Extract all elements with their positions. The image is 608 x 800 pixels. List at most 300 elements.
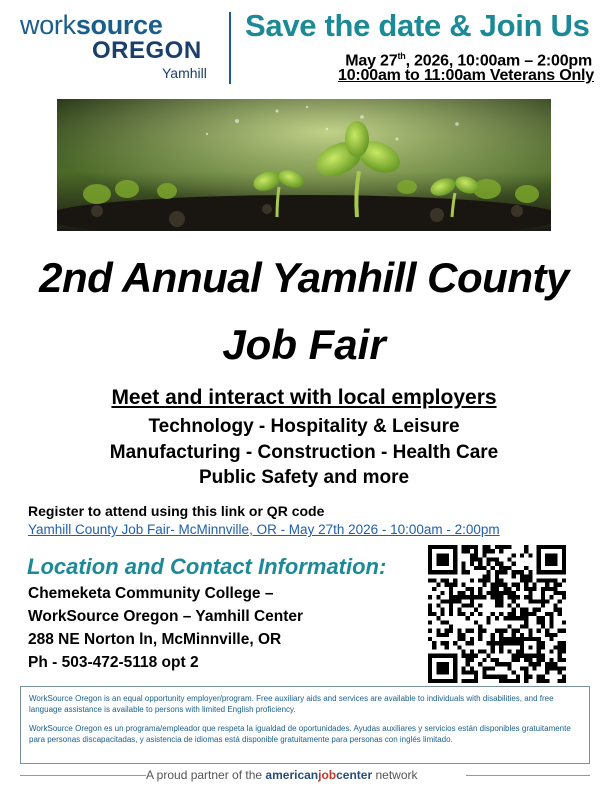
- qr-module: [507, 662, 511, 666]
- qr-module: [466, 658, 470, 662]
- qr-module: [445, 629, 449, 633]
- qr-module: [495, 604, 499, 608]
- qr-module: [528, 629, 532, 633]
- qr-module: [470, 637, 474, 641]
- qr-module: [428, 604, 432, 608]
- qr-module: [553, 578, 557, 582]
- qr-module: [428, 637, 432, 641]
- qr-module: [524, 675, 528, 679]
- qr-module: [512, 641, 516, 645]
- qr-module: [507, 604, 511, 608]
- qr-module: [499, 679, 503, 683]
- qr-module: [461, 666, 465, 670]
- qr-module: [503, 679, 507, 683]
- qr-module: [512, 612, 516, 616]
- qr-module: [520, 612, 524, 616]
- location-address: 288 NE Norton ln, McMinnville, OR: [28, 631, 282, 648]
- partner-center: center: [336, 768, 373, 782]
- qr-module: [470, 612, 474, 616]
- qr-module: [553, 583, 557, 587]
- qr-module: [520, 608, 524, 612]
- qr-module: [457, 645, 461, 649]
- qr-module: [499, 604, 503, 608]
- qr-module: [499, 675, 503, 679]
- qr-module: [453, 662, 457, 666]
- qr-module: [457, 599, 461, 603]
- qr-module: [441, 599, 445, 603]
- qr-module: [461, 545, 465, 549]
- qr-module: [562, 595, 566, 599]
- qr-module: [549, 616, 553, 620]
- qr-module: [487, 641, 491, 645]
- registration-link[interactable]: Yamhill County Job Fair- McMinnville, OR - May 27th 2026 - 10:00am - 2:00pm: [28, 522, 500, 537]
- qr-module: [562, 641, 566, 645]
- qr-module: [558, 670, 562, 674]
- qr-module: [445, 670, 449, 674]
- qr-module: [449, 604, 453, 608]
- qr-module: [482, 574, 486, 578]
- qr-module: [516, 595, 520, 599]
- register-instructions: Register to attend using this link or QR code: [28, 503, 325, 519]
- qr-module: [562, 570, 566, 574]
- qr-module: [545, 583, 549, 587]
- qr-module: [553, 545, 557, 549]
- qr-module: [533, 654, 537, 658]
- veterans-hours: 10:00am to 11:00am Veterans Only: [338, 67, 594, 84]
- qr-module: [512, 629, 516, 633]
- qr-module: [445, 545, 449, 549]
- qr-module: [533, 612, 537, 616]
- qr-module: [541, 654, 545, 658]
- qr-module: [562, 666, 566, 670]
- qr-module: [503, 545, 507, 549]
- qr-module: [537, 608, 541, 612]
- qr-module: [453, 562, 457, 566]
- qr-module: [449, 629, 453, 633]
- qr-module: [528, 654, 532, 658]
- qr-module: [470, 553, 474, 557]
- qr-module: [524, 654, 528, 658]
- qr-module: [441, 578, 445, 582]
- qr-module: [461, 583, 465, 587]
- qr-module: [470, 562, 474, 566]
- qr-module: [503, 629, 507, 633]
- industries-line: Public Safety and more: [198, 467, 410, 488]
- qr-module: [499, 612, 503, 616]
- location-line: Chemeketa Community College –: [28, 585, 274, 602]
- qr-module: [436, 604, 440, 608]
- qr-module: [499, 578, 503, 582]
- disclaimer-spanish: WorkSource Oregon es un programa/empleador que respeta la igualdad de oportunidades. Ayudas auxiliares y servicios están disponibles gratuitamente para personas discapacitadas, y asistencia de idiomas está disponible gratuitamente para personas con inglés limitado.: [29, 724, 571, 744]
- partner-suffix: network: [372, 768, 418, 782]
- qr-module: [491, 591, 495, 595]
- qr-module: [495, 675, 499, 679]
- qr-module: [562, 645, 566, 649]
- qr-module: [453, 578, 457, 582]
- qr-module: [516, 654, 520, 658]
- qr-module: [445, 553, 449, 557]
- qr-module: [549, 662, 553, 666]
- qr-module: [432, 612, 436, 616]
- qr-module: [428, 658, 432, 662]
- qr-module: [558, 654, 562, 658]
- qr-module: [445, 679, 449, 683]
- qr-module: [461, 612, 465, 616]
- qr-module: [512, 562, 516, 566]
- qr-module: [537, 650, 541, 654]
- qr-module: [512, 570, 516, 574]
- qr-module: [478, 624, 482, 628]
- qr-module: [470, 558, 474, 562]
- qr-module: [457, 637, 461, 641]
- qr-module: [428, 558, 432, 562]
- qr-module: [516, 679, 520, 683]
- qr-module: [428, 578, 432, 582]
- qr-module: [524, 595, 528, 599]
- qr-module: [495, 591, 499, 595]
- qr-module: [524, 549, 528, 553]
- qr-module: [558, 591, 562, 595]
- qr-module: [487, 620, 491, 624]
- qr-module: [445, 666, 449, 670]
- qr-module: [507, 595, 511, 599]
- qr-module: [482, 670, 486, 674]
- qr-module: [428, 654, 432, 658]
- qr-module: [520, 616, 524, 620]
- qr-module: [428, 629, 432, 633]
- qr-module: [474, 549, 478, 553]
- qr-module: [453, 641, 457, 645]
- qr-module: [524, 545, 528, 549]
- qr-module: [449, 612, 453, 616]
- qr-module: [541, 604, 545, 608]
- seedling-photo: [57, 99, 551, 231]
- qr-module: [474, 670, 478, 674]
- qr-module: [512, 595, 516, 599]
- qr-module: [474, 620, 478, 624]
- qr-module: [495, 641, 499, 645]
- qr-module: [491, 658, 495, 662]
- qr-module: [537, 553, 541, 557]
- qr-module: [562, 629, 566, 633]
- qr-module: [537, 629, 541, 633]
- qr-module: [537, 645, 541, 649]
- qr-module: [503, 637, 507, 641]
- qr-module: [474, 558, 478, 562]
- qr-module: [457, 608, 461, 612]
- qr-module: [478, 578, 482, 582]
- qr-module: [478, 562, 482, 566]
- qr-module: [507, 566, 511, 570]
- qr-module: [436, 679, 440, 683]
- industries-line: Technology - Hospitality & Leisure: [148, 416, 460, 437]
- qr-module: [528, 578, 532, 582]
- qr-module: [558, 645, 562, 649]
- qr-module: [553, 662, 557, 666]
- qr-module: [487, 549, 491, 553]
- event-date-day: May 27: [345, 52, 398, 70]
- qr-module: [466, 595, 470, 599]
- qr-module: [524, 620, 528, 624]
- logo-source-text: source: [75, 10, 163, 40]
- qr-module: [466, 679, 470, 683]
- qr-module: [470, 599, 474, 603]
- qr-module: [428, 566, 432, 570]
- logo-divider: [229, 12, 231, 84]
- qr-module: [453, 570, 457, 574]
- qr-module: [474, 654, 478, 658]
- partner-job: job: [318, 768, 337, 782]
- qr-module: [466, 604, 470, 608]
- qr-module: [545, 612, 549, 616]
- qr-module: [487, 666, 491, 670]
- qr-module: [549, 650, 553, 654]
- qr-module: [495, 545, 499, 549]
- qr-module: [474, 608, 478, 612]
- qr-module: [428, 549, 432, 553]
- qr-module: [436, 595, 440, 599]
- qr-module: [436, 654, 440, 658]
- qr-module: [499, 633, 503, 637]
- qr-module: [449, 679, 453, 683]
- eeo-disclaimer: [20, 686, 590, 764]
- qr-module: [562, 650, 566, 654]
- qr-module: [478, 612, 482, 616]
- qr-module: [562, 566, 566, 570]
- qr-module: [461, 650, 465, 654]
- qr-module: [495, 595, 499, 599]
- qr-module: [466, 641, 470, 645]
- qr-module: [545, 662, 549, 666]
- qr-module: [503, 570, 507, 574]
- qr-module: [549, 658, 553, 662]
- qr-module: [453, 583, 457, 587]
- qr-module: [507, 650, 511, 654]
- qr-module: [553, 570, 557, 574]
- qr-module: [512, 599, 516, 603]
- qr-module: [457, 612, 461, 616]
- qr-module: [533, 608, 537, 612]
- qr-module: [512, 616, 516, 620]
- qr-module: [436, 570, 440, 574]
- qr-module: [503, 583, 507, 587]
- qr-module: [491, 612, 495, 616]
- qr-module: [449, 608, 453, 612]
- qr-module: [495, 583, 499, 587]
- qr-module: [432, 570, 436, 574]
- qr-module: [470, 545, 474, 549]
- qr-module: [449, 624, 453, 628]
- qr-module: [491, 650, 495, 654]
- qr-module: [436, 583, 440, 587]
- qr-module: [432, 679, 436, 683]
- qr-module: [512, 633, 516, 637]
- qr-module: [541, 624, 545, 628]
- qr-module: [491, 645, 495, 649]
- qr-module: [520, 666, 524, 670]
- qr-module: [537, 662, 541, 666]
- qr-module: [441, 662, 445, 666]
- qr-module: [482, 629, 486, 633]
- qr-module: [524, 578, 528, 582]
- qr-module: [428, 679, 432, 683]
- qr-module: [428, 595, 432, 599]
- qr-module: [466, 662, 470, 666]
- qr-module: [441, 670, 445, 674]
- qr-module: [524, 566, 528, 570]
- qr-module: [528, 645, 532, 649]
- qr-module: [516, 604, 520, 608]
- qr-module: [445, 662, 449, 666]
- qr-module: [537, 620, 541, 624]
- qr-module: [474, 595, 478, 599]
- qr-module: [533, 587, 537, 591]
- qr-module: [453, 595, 457, 599]
- qr-module: [499, 566, 503, 570]
- qr-module: [507, 624, 511, 628]
- qr-module: [512, 670, 516, 674]
- qr-module: [482, 553, 486, 557]
- qr-module: [478, 629, 482, 633]
- qr-module: [466, 629, 470, 633]
- qr-module: [461, 570, 465, 574]
- qr-module: [470, 666, 474, 670]
- qr-module: [541, 591, 545, 595]
- qr-module: [436, 558, 440, 562]
- qr-module: [478, 587, 482, 591]
- qr-module: [453, 658, 457, 662]
- qr-module: [524, 658, 528, 662]
- qr-module: [495, 616, 499, 620]
- qr-module: [461, 566, 465, 570]
- qr-module: [507, 679, 511, 683]
- qr-module: [558, 658, 562, 662]
- location-line: WorkSource Oregon – Yamhill Center: [28, 608, 304, 625]
- qr-module: [512, 679, 516, 683]
- qr-module: [528, 637, 532, 641]
- qr-module: [512, 658, 516, 662]
- qr-module: [453, 670, 457, 674]
- qr-module: [549, 558, 553, 562]
- partner-american: american: [265, 768, 319, 782]
- industries-line: Manufacturing - Construction - Health Care: [109, 442, 499, 463]
- qr-module: [453, 553, 457, 557]
- qr-module: [449, 599, 453, 603]
- qr-module: [553, 553, 557, 557]
- qr-module: [474, 566, 478, 570]
- qr-module: [524, 612, 528, 616]
- qr-module: [453, 545, 457, 549]
- qr-module: [537, 578, 541, 582]
- qr-module: [520, 553, 524, 557]
- qr-module: [503, 587, 507, 591]
- qr-module: [545, 666, 549, 670]
- qr-module: [461, 633, 465, 637]
- qr-module: [470, 629, 474, 633]
- qr-module: [482, 675, 486, 679]
- qr-module: [432, 545, 436, 549]
- qr-module: [520, 641, 524, 645]
- qr-module: [553, 608, 557, 612]
- partner-divider-right: [466, 775, 590, 776]
- qr-module: [528, 662, 532, 666]
- qr-module: [491, 558, 495, 562]
- qr-module: [436, 670, 440, 674]
- qr-module: [533, 666, 537, 670]
- qr-module: [487, 616, 491, 620]
- qr-code-icon: [428, 545, 566, 683]
- qr-module: [491, 595, 495, 599]
- qr-module: [499, 662, 503, 666]
- qr-module: [453, 666, 457, 670]
- qr-module: [482, 545, 486, 549]
- qr-module: [537, 637, 541, 641]
- qr-module: [499, 583, 503, 587]
- qr-module: [466, 587, 470, 591]
- qr-module: [466, 545, 470, 549]
- qr-module: [436, 666, 440, 670]
- qr-module: [441, 679, 445, 683]
- qr-module: [499, 591, 503, 595]
- qr-module: [553, 587, 557, 591]
- qr-module: [482, 650, 486, 654]
- qr-module: [495, 658, 499, 662]
- logo-oregon: OREGON: [92, 37, 202, 64]
- qr-module: [537, 549, 541, 553]
- qr-module: [453, 558, 457, 562]
- qr-code[interactable]: [428, 545, 566, 683]
- qr-module: [478, 566, 482, 570]
- save-the-date-headline: Save the date & Join Us: [245, 8, 590, 43]
- qr-module: [445, 654, 449, 658]
- qr-module: [457, 595, 461, 599]
- qr-module: [491, 641, 495, 645]
- qr-module: [499, 645, 503, 649]
- qr-module: [441, 612, 445, 616]
- qr-module: [461, 604, 465, 608]
- qr-module: [487, 570, 491, 574]
- qr-module: [432, 641, 436, 645]
- qr-module: [470, 670, 474, 674]
- qr-module: [520, 624, 524, 628]
- qr-module: [516, 583, 520, 587]
- qr-module: [553, 645, 557, 649]
- logo-region: Yamhill: [162, 65, 207, 81]
- qr-module: [516, 637, 520, 641]
- qr-module: [503, 566, 507, 570]
- qr-module: [428, 662, 432, 666]
- qr-module: [558, 599, 562, 603]
- partner-divider-left: [20, 775, 146, 776]
- qr-module: [562, 591, 566, 595]
- qr-module: [562, 558, 566, 562]
- qr-module: [512, 654, 516, 658]
- qr-module: [436, 633, 440, 637]
- qr-module: [441, 558, 445, 562]
- qr-module: [524, 624, 528, 628]
- qr-module: [528, 553, 532, 557]
- qr-module: [553, 633, 557, 637]
- qr-module: [428, 608, 432, 612]
- qr-module: [537, 616, 541, 620]
- qr-module: [537, 558, 541, 562]
- qr-module: [428, 562, 432, 566]
- qr-module: [457, 633, 461, 637]
- qr-module: [512, 608, 516, 612]
- event-title-line-2: Job Fair: [222, 321, 386, 368]
- qr-module: [495, 562, 499, 566]
- qr-module: [478, 662, 482, 666]
